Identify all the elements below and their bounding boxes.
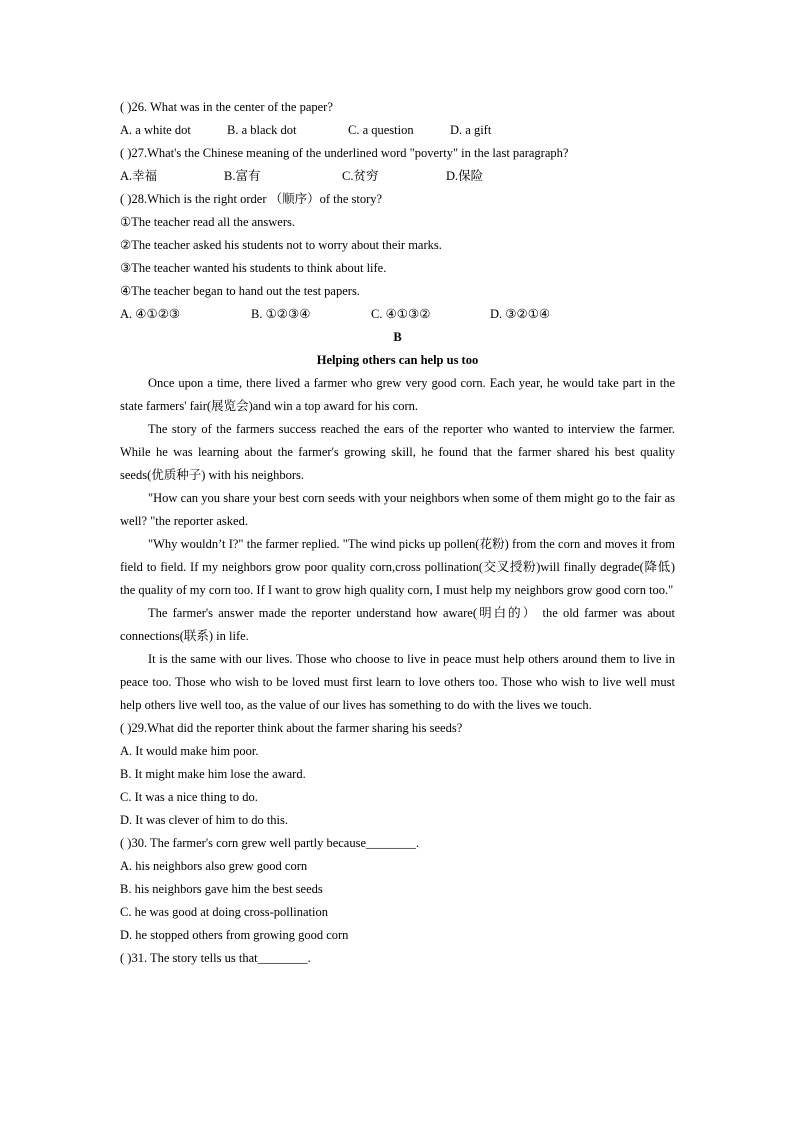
q26-option-d: D. a gift — [450, 123, 492, 137]
q30-option-b: B. his neighbors gave him the best seeds — [120, 882, 323, 896]
q27-option-c: C.贫穷 — [342, 169, 379, 183]
q30-option-d: D. he stopped others from growing good corn — [120, 928, 349, 942]
q28-event-1: ①The teacher read all the answers. — [120, 215, 296, 229]
q27-option-d: D.保险 — [446, 169, 484, 183]
q30-option-a: A. his neighbors also grew good corn — [120, 859, 308, 873]
question-30-stem: ( )30. The farmer's corn grew well partly because________. — [120, 836, 420, 850]
passage-paragraph-6: It is the same with our lives. Those who choose to live in peace must help others around them to live in peace too. Those who wish to be loved must first learn to love others too. Those who wish to live well must help others live well too, as the value of our lives has something to do with the lives we touch. — [120, 652, 675, 712]
q29-option-d: D. It was clever of him to do this. — [120, 813, 289, 827]
question-26-stem: ( )26. What was in the center of the paper? — [120, 100, 333, 114]
passage-paragraph-5: The farmer's answer made the reporter understand how aware(明白的） the old farmer was about connections(联系) in life. — [120, 606, 675, 643]
question-27-stem: ( )27.What's the Chinese meaning of the underlined word "poverty" in the last paragraph? — [120, 146, 569, 160]
q26-option-b: B. a black dot — [227, 123, 297, 137]
q28-option-b: B. ①②③④ — [251, 307, 311, 321]
q28-event-2: ②The teacher asked his students not to worry about their marks. — [120, 238, 442, 252]
q28-event-4: ④The teacher began to hand out the test papers. — [120, 284, 360, 298]
q27-option-a: A.幸福 — [120, 169, 158, 183]
passage-paragraph-3: "How can you share your best corn seeds with your neighbors when some of them might go to the fair as well? "the reporter asked. — [120, 491, 675, 528]
q27-option-b: B.富有 — [224, 169, 261, 183]
passage-paragraph-2: The story of the farmers success reached the ears of the reporter who wanted to interview the farmer. While he was learning about the farmer's growing skill, he found that the farmer shared his best quality seeds(优质种子) with his neighbors. — [120, 422, 675, 482]
question-28-options — [120, 303, 675, 326]
q26-option-a: A. a white dot — [120, 123, 191, 137]
q28-option-d: D. ③②①④ — [490, 307, 551, 321]
question-28-stem: ( )28.Which is the right order （顺序）of the story? — [120, 192, 383, 206]
section-b-label: B — [393, 330, 402, 344]
q26-option-c: C. a question — [348, 123, 414, 137]
question-26-options — [120, 119, 675, 142]
exam-page — [120, 96, 675, 970]
question-27-options — [120, 165, 675, 188]
q29-option-b: B. It might make him lose the award. — [120, 767, 306, 781]
question-31-stem: ( )31. The story tells us that________. — [120, 951, 311, 965]
passage-title: Helping others can help us too — [316, 353, 479, 367]
q28-option-a: A. ④①②③ — [120, 307, 181, 321]
passage-paragraph-4: "Why wouldn’t I?" the farmer replied. "The wind picks up pollen(花粉) from the corn and moves it from field to field. If my neighbors grow poor quality corn,cross pollination(交叉授粉)will finally degrade(降低) the quality of my corn too. If I want to grow high quality corn, I must help my neighbors grow good corn too." — [120, 537, 676, 597]
q28-event-3: ③The teacher wanted his students to think about life. — [120, 261, 387, 275]
q29-option-a: A. It would make him poor. — [120, 744, 259, 758]
q28-option-c: C. ④①③② — [371, 307, 431, 321]
question-29-stem: ( )29.What did the reporter think about the farmer sharing his seeds? — [120, 721, 463, 735]
passage-paragraph-1: Once upon a time, there lived a farmer who grew very good corn. Each year, he would take part in the state farmers' fair(展览会)and win a top award for his corn. — [120, 376, 675, 413]
q29-option-c: C. It was a nice thing to do. — [120, 790, 258, 804]
q30-option-c: C. he was good at doing cross-pollination — [120, 905, 328, 919]
